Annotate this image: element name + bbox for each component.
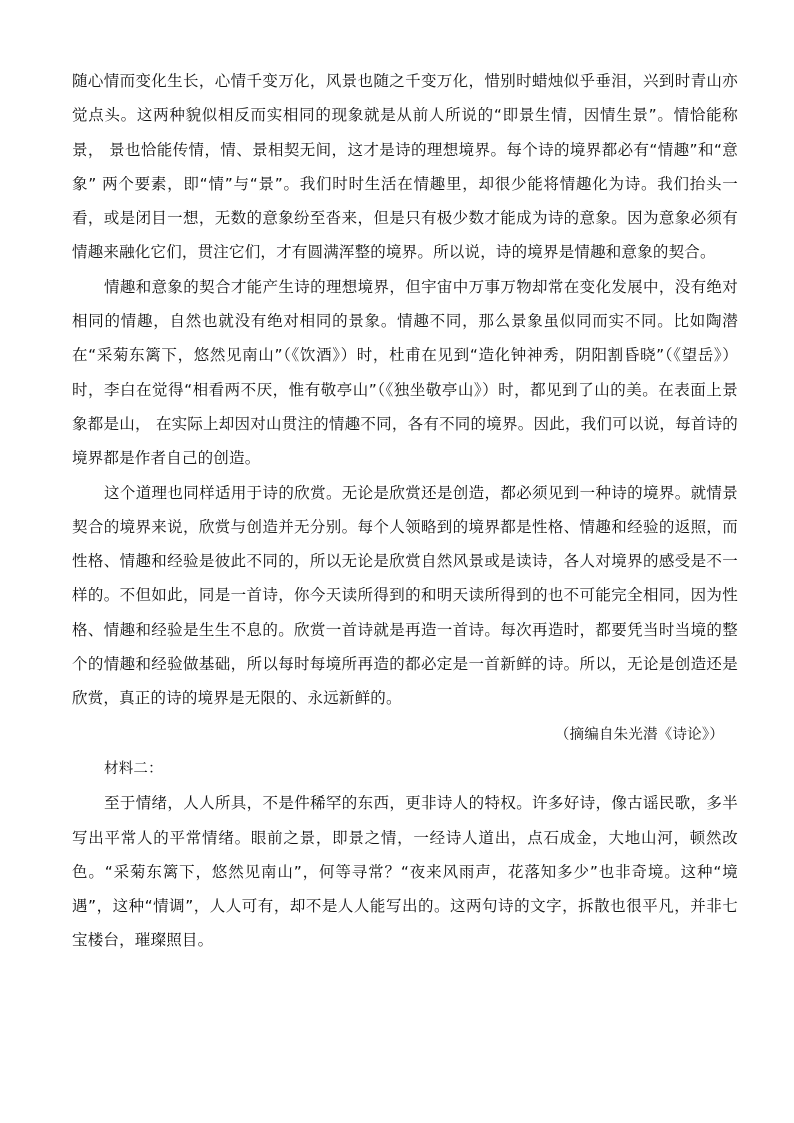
- paragraph-1: 随心情而变化生长，心情千变万化，风景也随之千变万化，惜别时蜡烛似乎垂泪，兴到时青山亦觉点头。这两种貌似相反而实相同的现象就是从前人所说的“即景生情，因情生景”。情恰能称景， 景也恰能传情，情、景相契无间，这才是诗的理想境界。每个诗的境界都必有“情趣”和“意象” 两个要素，即“情”与“景”。我们时时生活在情趣里，却很少能将情趣化为诗。我们抬头一看，或是闭目一想，无数的意象纷至沓来，但是只有极少数才能成为诗的意象。因为意象必须有情趣来融化它们，贯注它们，才有圆满浑整的境界。所以说，诗的境界是情趣和意象的契合。: [72, 72, 738, 262]
- material-2-heading: 材料二：: [104, 760, 163, 777]
- source-citation: （摘编自朱光潜《诗论》）: [554, 726, 724, 743]
- paragraph-3: 这个道理也同样适用于诗的欣赏。无论是欣赏还是创造，都必须见到一种诗的境界。就情景契合的境界来说，欣赏与创造并无分别。每个人领略到的境界都是性格、情趣和经验的返照，而性格、情趣和经验是彼此不同的，所以无论是欣赏自然风景或是读诗，各人对境界的感受是不一样的。不但如此，同是一首诗，你今天读所得到的和明天读所得到的也不可能完全相同，因为性格、情趣和经验是生生不息的。欣赏一首诗就是再造一首诗。每次再造时，都要凭当时当境的整个的情趣和经验做基础，所以每时每境所再造的都必定是一首新鲜的诗。所以，无论是创造还是欣赏，真正的诗的境界是无限的、永远新鲜的。: [72, 483, 738, 708]
- paragraph-2: 情趣和意象的契合才能产生诗的理想境界，但宇宙中万事万物却常在变化发展中，没有绝对相同的情趣，自然也就没有绝对相同的景象。情趣不同，那么景象虽似同而实不同。比如陶潜在“采菊东篱下，悠然见南山”（《饮酒》）时，杜甫在见到“造化钟神秀，阴阳割昏晓”（《望岳》）时，李白在觉得“相看两不厌，惟有敬亭山”（《独坐敬亭山》）时，都见到了山的美。在表面上景象都是山， 在实际上却因对山贯注的情趣不同，各有不同的境界。因此，我们可以说，每首诗的境界都是作者自己的创造。: [72, 277, 738, 468]
- material-2-paragraph: 至于情绪，人人所具，不是件稀罕的东西，更非诗人的特权。许多好诗，像古谣民歌，多半写出平常人的平常情绪。眼前之景，即景之情，一经诗人道出，点石成金，大地山河，顿然改色。“采菊东篱下，悠然见南山”，何等寻常？“夜来风雨声，花落知多少”也非奇境。这种“境遇”，这种“情调”，人人可有，却不是人人能写出的。这两句诗的文字，拆散也很平凡，并非七宝楼台，璀璨照目。: [72, 794, 738, 950]
